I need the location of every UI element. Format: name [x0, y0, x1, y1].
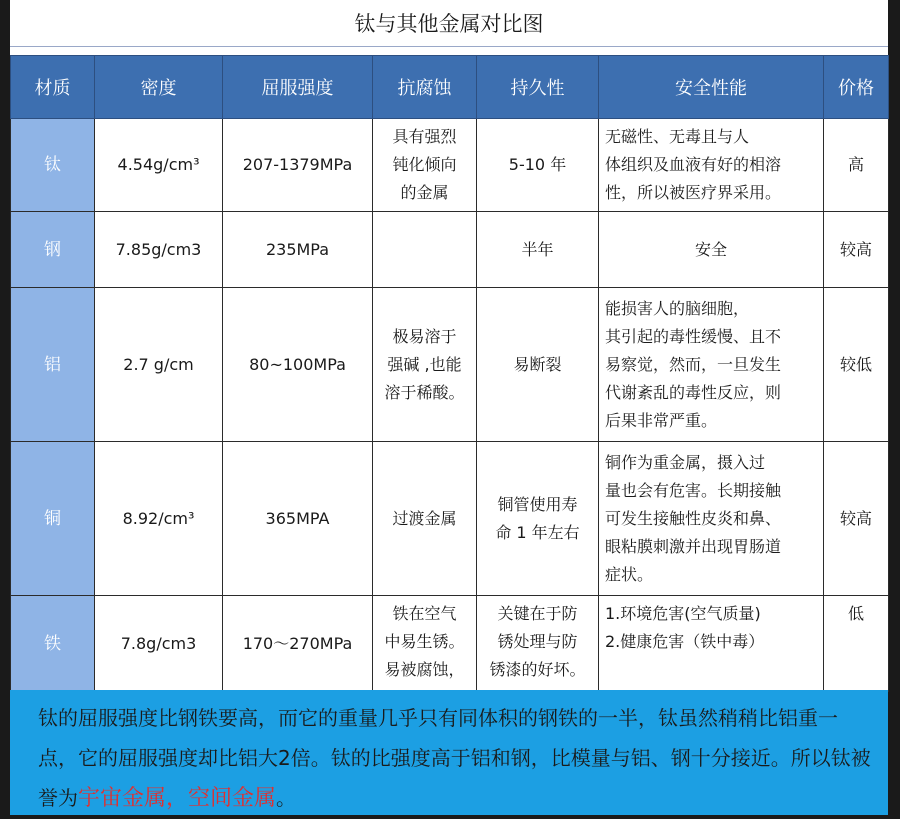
header-durability: 持久性 [477, 56, 599, 119]
header-row [11, 56, 889, 119]
yield-cell: 235MPa [223, 212, 373, 288]
page-title: 钛与其他金属对比图 [10, 0, 888, 47]
safety-text: 能损害人的脑细胞， 其引起的毒性缓慢、且不 易察觉，然而，一旦发生 代谢紊乱的毒性反应，则 后果非常严重。 [605, 298, 782, 430]
durability-text: 关键在于防 锈处理与防 锈漆的好坏。 [489, 604, 586, 679]
durability-text: 铜管使用寿 命 1 年左右 [495, 494, 580, 542]
safety-cell [599, 288, 824, 442]
header-yield: 屈服强度 [223, 56, 373, 119]
safety-cell [599, 212, 824, 288]
safety-text: 1.环境危害(空气质量) 2.健康危害（铁中毒） [605, 604, 765, 651]
density-cell: 8.92/cm³ [95, 442, 223, 596]
density-cell: 7.85g/cm3 [95, 212, 223, 288]
yield-cell: 207-1379MPa [223, 119, 373, 212]
durability-cell [477, 442, 599, 596]
summary-banner [10, 690, 888, 815]
density-cell: 4.54g/cm³ [95, 119, 223, 212]
header-corrosion: 抗腐蚀 [373, 56, 477, 119]
header-material: 材质 [11, 56, 95, 119]
header-price: 价格 [824, 56, 889, 119]
material-cell: 铝 [11, 288, 95, 442]
price-cell: 较高 [824, 442, 889, 596]
yield-cell: 80~100MPa [223, 288, 373, 442]
safety-text: 铜作为重金属，摄入过 量也会有危害。长期接触 可发生接触性皮炎和鼻、 眼粘膜刺激并出现胃肠道 症状。 [605, 452, 782, 584]
durability-cell: 半年 [477, 212, 599, 288]
corrosion-cell [373, 119, 477, 212]
safety-text: 安全 [694, 239, 727, 259]
header-density: 密度 [95, 56, 223, 119]
material-cell: 钢 [11, 212, 95, 288]
material-cell: 铁 [11, 596, 95, 692]
summary-highlight: 宇宙金属，空间金属 [78, 786, 277, 811]
summary-end: 。 [276, 786, 297, 810]
corrosion-text: 极易溶于 强碱 ,也能 溶于稀酸。 [384, 326, 465, 402]
corrosion-cell [373, 442, 477, 596]
safety-cell [599, 596, 824, 692]
corrosion-text: 铁在空气 中易生锈。 易被腐蚀， [384, 604, 465, 679]
corrosion-cell [373, 212, 477, 288]
durability-cell: 易断裂 [477, 288, 599, 442]
safety-text: 无磁性、无毒且与人 体组织及血液有好的相溶 性，所以被医疗界采用。 [605, 127, 782, 202]
summary-text: 钛的屈服强度比钢铁要高，而它的重量几乎只有同体积的钢铁的一半，钛虽然稍稍比铝重一点，它的屈服强度却比铝大2倍。钛的比强度高于铝和钢，比模量与铝、钢十分接近。所以钛被誉为 [38, 706, 871, 810]
comparison-card [10, 0, 888, 815]
price-cell: 高 [824, 119, 889, 212]
price-cell: 低 [824, 596, 889, 692]
safety-cell [599, 442, 824, 596]
yield-cell: 365MPA [223, 442, 373, 596]
material-cell: 铜 [11, 442, 95, 596]
durability-cell: 5-10 年 [477, 119, 599, 212]
table-row [11, 596, 889, 692]
corrosion-cell [373, 596, 477, 692]
durability-cell [477, 596, 599, 692]
corrosion-cell [373, 288, 477, 442]
header-safety: 安全性能 [599, 56, 824, 119]
density-cell: 7.8g/cm3 [95, 596, 223, 692]
yield-cell: 170～270MPa [223, 596, 373, 692]
safety-cell [599, 119, 824, 212]
table-row [11, 212, 889, 288]
material-cell: 钛 [11, 119, 95, 212]
corrosion-text: 过渡金属 [392, 508, 457, 528]
density-cell: 2.7 g/cm [95, 288, 223, 442]
table-row [11, 119, 889, 212]
table-row [11, 442, 889, 596]
corrosion-text: 具有强烈 钝化倾向 的金属 [392, 127, 457, 202]
table-row [11, 288, 889, 442]
comparison-table [10, 55, 889, 692]
price-cell: 较高 [824, 212, 889, 288]
price-cell: 较低 [824, 288, 889, 442]
